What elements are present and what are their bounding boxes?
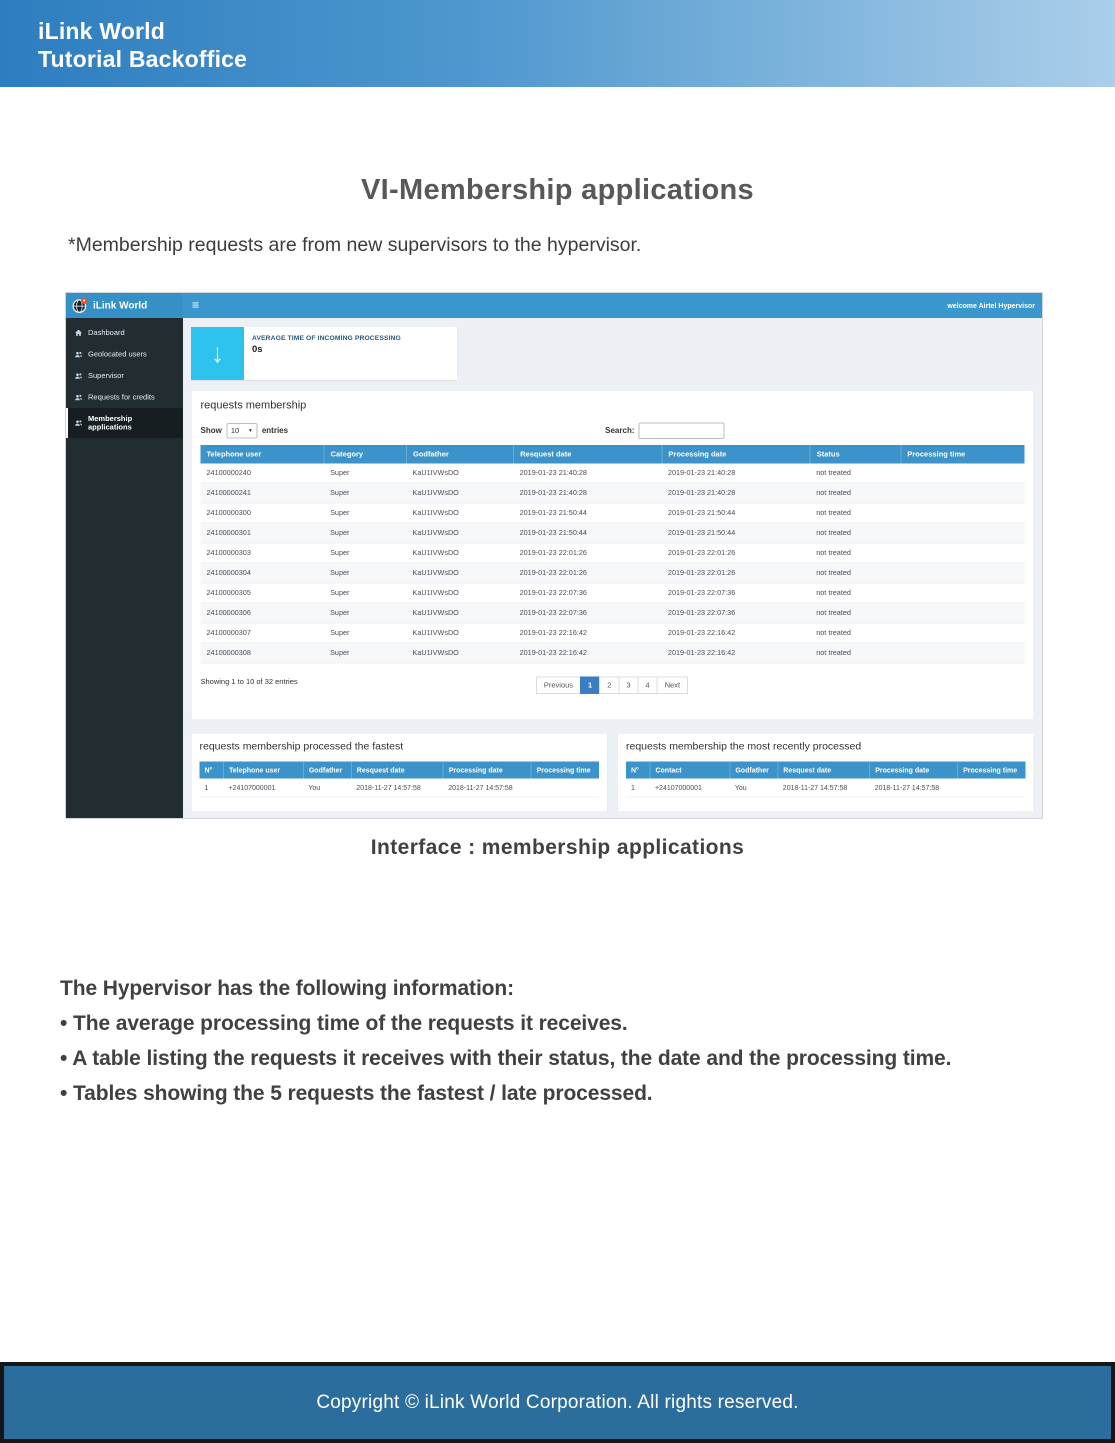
users-icon	[75, 393, 83, 401]
table-cell: KaU1IVWsDO	[406, 623, 513, 643]
table-cell: KaU1IVWsDO	[406, 523, 513, 543]
down-arrow-icon: ↓	[191, 327, 244, 380]
chevron-down-icon: ▼	[247, 428, 253, 434]
table-cell: KaU1IVWsDO	[406, 643, 513, 663]
table-cell: 2018-11-27 14:57:58	[351, 779, 443, 798]
bottom-panels-row	[191, 733, 1034, 812]
column-header[interactable]: Category	[324, 445, 406, 464]
table-cell	[531, 779, 599, 798]
table-cell: 2019-01-23 22:07:36	[662, 603, 810, 623]
column-header[interactable]: Resquest date	[514, 445, 662, 464]
app-sidebar	[66, 318, 183, 819]
show-label: Show	[200, 426, 222, 435]
infobox-value: 0s	[252, 344, 263, 355]
page-size-select[interactable]	[226, 423, 257, 439]
table-cell: 2019-01-23 22:16:42	[662, 643, 810, 663]
column-header[interactable]: Processing date	[443, 762, 531, 779]
document-footer	[0, 1362, 1115, 1443]
description-heading: The Hypervisor has the following information:	[60, 977, 515, 1000]
table-row	[201, 503, 1025, 523]
table-cell: not treated	[810, 543, 901, 563]
table-cell	[901, 523, 1025, 543]
app-screenshot	[65, 292, 1043, 819]
table-cell: 2019-01-23 21:50:44	[662, 523, 810, 543]
header-line-2: Tutorial Backoffice	[38, 46, 248, 72]
table-cell: not treated	[810, 464, 901, 484]
table-cell	[901, 583, 1025, 603]
description-bullet: • Tables showing the 5 requests the fastest / late processed.	[60, 1082, 653, 1105]
table-cell: 24100000307	[201, 623, 325, 643]
table-cell: 2019-01-23 22:07:36	[662, 583, 810, 603]
table-cell: 2018-11-27 14:57:58	[443, 779, 531, 798]
table-cell: Super	[324, 603, 406, 623]
table-cell: KaU1IVWsDO	[406, 563, 513, 583]
table-row	[626, 779, 1026, 798]
app-brand	[66, 293, 183, 318]
entries-summary: Showing 1 to 10 of 32 entries	[200, 677, 298, 686]
table-cell: 24100000308	[201, 643, 325, 663]
recently-processed-table	[626, 762, 1026, 798]
description-bullet: • A table listing the requests it receives with their status, the date and the processing time.	[60, 1047, 952, 1070]
pagination-page-3[interactable]: 3	[618, 677, 638, 695]
table-cell: 2019-01-23 21:40:28	[662, 464, 810, 484]
column-header[interactable]: N°	[200, 762, 224, 779]
document-header	[0, 0, 1115, 87]
table-cell	[901, 643, 1025, 663]
table-cell	[901, 623, 1025, 643]
search-label: Search:	[605, 426, 635, 435]
sidebar-item-dashboard[interactable]	[66, 322, 183, 344]
table-cell: not treated	[810, 603, 901, 623]
table-cell: 2018-11-27 14:57:58	[778, 779, 870, 798]
section-note: *Membership requests are from new supervisors to the hypervisor.	[68, 234, 642, 256]
table-cell	[901, 464, 1025, 484]
column-header[interactable]: Processing time	[901, 445, 1025, 464]
table-cell: 2019-01-23 22:16:42	[514, 643, 662, 663]
column-header[interactable]: Resquest date	[778, 762, 870, 779]
app-brand-name: iLink World	[93, 299, 148, 311]
pagination-previous-button[interactable]: Previous	[536, 677, 581, 695]
table-cell: not treated	[810, 563, 901, 583]
table-header-row	[200, 762, 600, 779]
table-cell: 24100000301	[201, 523, 325, 543]
home-icon	[75, 329, 83, 337]
table-cell: 2019-01-23 22:01:26	[514, 543, 662, 563]
column-header[interactable]: Processing date	[870, 762, 958, 779]
sidebar-item-label: Membership applications	[88, 414, 133, 432]
table-cell: 24100000306	[201, 603, 325, 623]
table-cell: 2019-01-23 22:01:26	[514, 563, 662, 583]
column-header[interactable]: Godfather	[303, 762, 351, 779]
section-title: VI-Membership applications	[361, 174, 754, 206]
table-cell: Super	[324, 583, 406, 603]
table-footer	[201, 677, 1025, 695]
table-row	[201, 563, 1025, 583]
column-header[interactable]: Processing time	[531, 762, 599, 779]
table-cell: KaU1IVWsDO	[406, 603, 513, 623]
table-cell: not treated	[810, 483, 901, 503]
users-icon	[75, 372, 83, 380]
column-header[interactable]: Telephone user	[223, 762, 303, 779]
table-cell	[901, 543, 1025, 563]
sidebar-item-supervisor[interactable]	[66, 365, 183, 387]
sidebar-item-label: Supervisor	[88, 371, 124, 380]
users-icon	[75, 350, 83, 358]
table-cell: KaU1IVWsDO	[406, 483, 513, 503]
table-cell: 2019-01-23 22:07:36	[514, 583, 662, 603]
table-row	[201, 623, 1025, 643]
column-header[interactable]: Telephone user	[201, 445, 325, 464]
table-cell: Super	[324, 464, 406, 484]
globe-pin-logo-icon	[72, 298, 88, 314]
table-row	[201, 483, 1025, 503]
recently-processed-panel	[618, 733, 1035, 812]
table-cell: not treated	[810, 503, 901, 523]
table-cell: not treated	[810, 643, 901, 663]
column-header[interactable]: Godfather	[730, 762, 778, 779]
table-cell: 24100000241	[201, 483, 325, 503]
requests-membership-table	[201, 445, 1025, 664]
table-row	[201, 543, 1025, 563]
table-cell: 24100000300	[201, 503, 325, 523]
table-cell: Super	[324, 623, 406, 643]
table-cell: Super	[324, 643, 406, 663]
app-body	[66, 318, 1042, 819]
table-header-row	[626, 762, 1026, 779]
pagination-page-4[interactable]: 4	[638, 677, 658, 695]
table-cell: KaU1IVWsDO	[406, 464, 513, 484]
sidebar-item-membership-applications[interactable]	[66, 408, 183, 438]
table-cell: KaU1IVWsDO	[406, 503, 513, 523]
table-controls	[201, 423, 1025, 440]
table-cell: 2018-11-27 14:57:58	[870, 779, 958, 798]
panel-title: requests membership processed the fastest	[199, 740, 404, 752]
column-header[interactable]: Godfather	[406, 445, 513, 464]
table-cell: 2019-01-23 22:01:26	[662, 543, 810, 563]
copyright-text: Copyright © iLink World Corporation. All rights reserved.	[316, 1391, 799, 1413]
table-cell: +24107000001	[650, 779, 730, 798]
table-header-row	[201, 445, 1025, 464]
pagination	[201, 677, 1025, 695]
table-cell: 2019-01-23 21:40:28	[514, 483, 662, 503]
figure-caption: Interface : membership applications	[370, 836, 745, 859]
header-line-1: iLink World	[38, 18, 165, 44]
page-size-value: 10	[230, 426, 240, 435]
table-row	[201, 464, 1025, 484]
column-header[interactable]: Status	[810, 445, 901, 464]
table-cell: 2019-01-23 22:01:26	[662, 563, 810, 583]
table-cell: not treated	[810, 523, 901, 543]
sidebar-item-geolocated-users[interactable]	[66, 344, 183, 366]
table-cell: 24100000303	[201, 543, 325, 563]
app-content	[183, 318, 1042, 819]
table-cell	[958, 779, 1026, 798]
table-cell: +24107000001	[223, 779, 303, 798]
table-cell: not treated	[810, 583, 901, 603]
table-cell: Super	[324, 563, 406, 583]
average-time-infobox	[191, 327, 457, 380]
hamburger-menu-button[interactable]: ≡	[192, 298, 200, 312]
panel-title: requests membership the most recently processed	[626, 740, 862, 752]
table-cell: not treated	[810, 623, 901, 643]
app-topbar-rest	[183, 293, 1042, 318]
table-cell: Super	[324, 503, 406, 523]
table-cell: 24100000240	[201, 464, 325, 484]
table-cell: 2019-01-23 22:07:36	[514, 603, 662, 623]
sidebar-item-label: Requests for credits	[88, 393, 155, 402]
table-row	[201, 583, 1025, 603]
table-cell: 24100000304	[201, 563, 325, 583]
sidebar-item-label: Dashboard	[88, 328, 125, 337]
table-cell: 2019-01-23 21:40:28	[514, 464, 662, 484]
sidebar-item-requests-for-credits[interactable]	[66, 387, 183, 409]
fastest-processed-table	[200, 762, 600, 798]
table-cell: KaU1IVWsDO	[406, 543, 513, 563]
column-header[interactable]: N°	[626, 762, 650, 779]
panel-title: requests membership	[200, 398, 307, 411]
fastest-processed-panel	[191, 733, 608, 812]
table-cell: Super	[324, 523, 406, 543]
infobox-label: AVERAGE TIME OF INCOMING PROCESSING	[252, 334, 401, 342]
pagination-next-button[interactable]: Next	[657, 677, 688, 695]
table-cell: Super	[324, 543, 406, 563]
table-row	[201, 603, 1025, 623]
table-cell: 2019-01-23 22:16:42	[514, 623, 662, 643]
table-cell: You	[303, 779, 351, 798]
table-cell	[901, 503, 1025, 523]
search-input[interactable]	[639, 423, 725, 440]
table-cell	[901, 603, 1025, 623]
table-row	[201, 643, 1025, 663]
table-row	[201, 523, 1025, 543]
table-cell: 2019-01-23 21:40:28	[662, 483, 810, 503]
pagination-page-1[interactable]: 1	[580, 677, 600, 695]
users-icon	[75, 419, 83, 427]
table-row	[200, 779, 600, 798]
table-cell: You	[730, 779, 778, 798]
pagination-page-2[interactable]: 2	[599, 677, 619, 695]
description-bullet: • The average processing time of the requests it receives.	[60, 1012, 628, 1035]
table-cell: 1	[200, 779, 224, 798]
search-group	[605, 423, 724, 440]
table-cell: KaU1IVWsDO	[406, 583, 513, 603]
sidebar-item-label: Geolocated users	[88, 350, 147, 359]
table-cell: Super	[324, 483, 406, 503]
welcome-text: welcome Airtel Hypervisor	[947, 301, 1035, 310]
table-cell: 24100000305	[201, 583, 325, 603]
column-header[interactable]: Contact	[650, 762, 730, 779]
table-cell: 2019-01-23 21:50:44	[514, 503, 662, 523]
table-cell: 1	[626, 779, 650, 798]
column-header[interactable]: Processing date	[662, 445, 810, 464]
table-cell	[901, 483, 1025, 503]
description-block	[60, 971, 1070, 1111]
column-header[interactable]: Processing time	[958, 762, 1026, 779]
column-header[interactable]: Resquest date	[351, 762, 443, 779]
table-cell: 2019-01-23 22:16:42	[662, 623, 810, 643]
table-cell	[901, 563, 1025, 583]
entries-label: entries	[261, 426, 289, 435]
requests-membership-panel	[191, 390, 1034, 720]
table-cell: 2019-01-23 21:50:44	[662, 503, 810, 523]
table-cell: 2019-01-23 21:50:44	[514, 523, 662, 543]
app-topbar	[66, 293, 1042, 318]
